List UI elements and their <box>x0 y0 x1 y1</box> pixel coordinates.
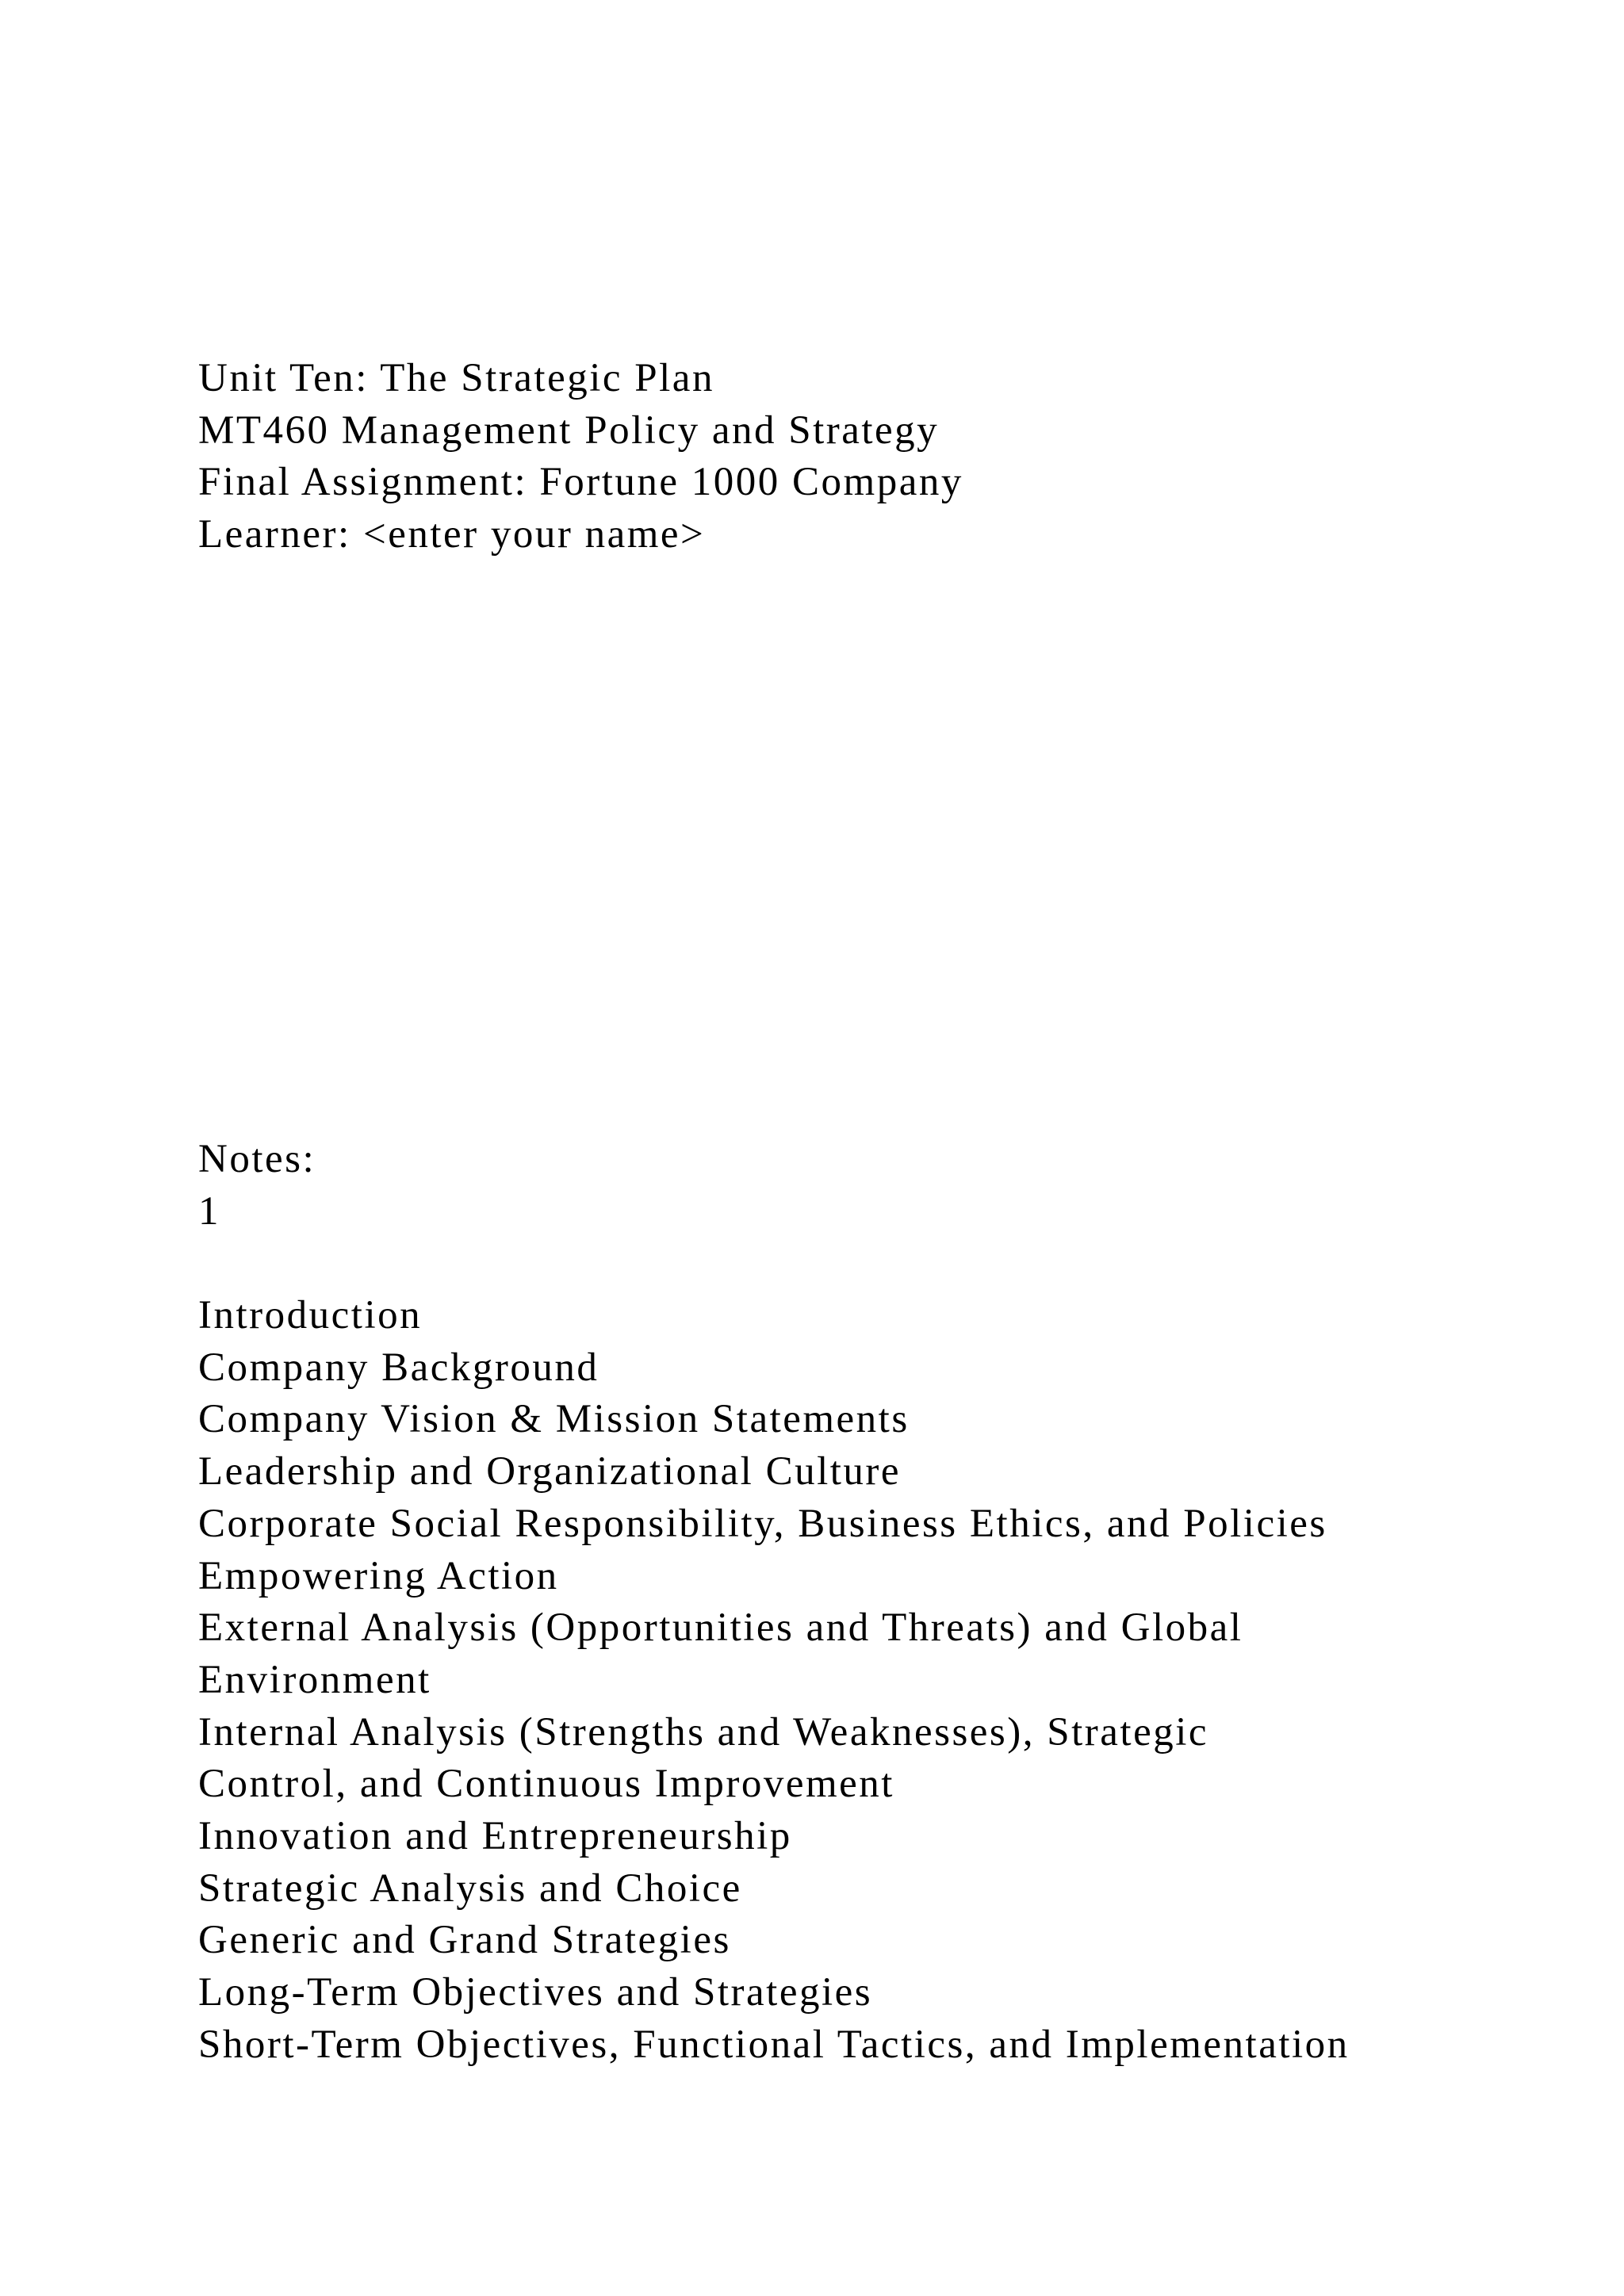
outline-item: Generic and Grand Strategies <box>198 1918 731 1963</box>
outline-item: Long-Term Objectives and Strategies <box>198 1970 873 2015</box>
learner-line: Learner: <enter your name> <box>198 512 706 557</box>
unit-title: Unit Ten: The Strategic Plan <box>198 356 714 400</box>
outline-item: Corporate Social Responsibility, Business Ethics, and Policies <box>198 1501 1327 1546</box>
outline-item: Innovation and Entrepreneurship <box>198 1813 792 1858</box>
outline-item: External Analysis (Opportunities and Threats) and Global <box>198 1605 1243 1651</box>
outline-item: Empowering Action <box>198 1553 559 1598</box>
outline-item: Company Background <box>198 1345 599 1390</box>
outline-item: Control, and Continuous Improvement <box>198 1762 894 1807</box>
assignment-title: Final Assignment: Fortune 1000 Company <box>198 460 963 505</box>
outline-item: Internal Analysis (Strengths and Weaknesses), Strategic <box>198 1709 1209 1755</box>
notes-label: Notes: <box>198 1137 316 1181</box>
outline-item: Company Vision & Mission Statements <box>198 1397 910 1442</box>
course-title: MT460 Management Policy and Strategy <box>198 408 940 453</box>
outline-item: Introduction <box>198 1293 423 1338</box>
blank-line <box>198 1238 1546 1290</box>
outline-item: Environment <box>198 1657 431 1702</box>
page-number: 1 <box>198 1188 220 1234</box>
notes-section <box>198 1134 1546 2071</box>
outline-item: Short-Term Objectives, Functional Tactics, and Implementation <box>198 2022 1350 2067</box>
title-block <box>198 353 1546 561</box>
outline-item: Strategic Analysis and Choice <box>198 1866 742 1911</box>
outline-item: Leadership and Organizational Culture <box>198 1449 902 1494</box>
